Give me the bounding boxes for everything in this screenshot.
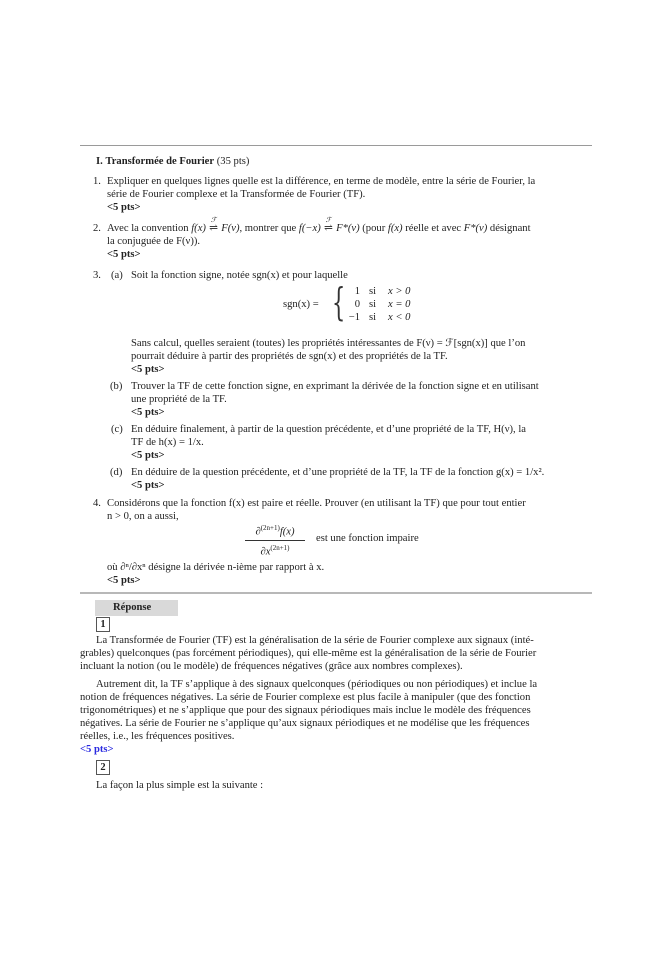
- points-label: <5 pts>: [107, 249, 141, 260]
- question-text: Soit la fonction signe, notée sgn(x) et pour laquelle: [131, 270, 348, 281]
- answer-text: réelles, i.e., les fréquences positives.: [80, 731, 235, 742]
- answer-text: négatives. La série de Fourier ne s’applique qu’aux signaux périodiques et ne modélise que les fréquences: [80, 718, 530, 729]
- document-page: I. Transformée de Fourier (35 pts) 1. Expliquer en quelques lignes quelle est la différence, en terme de modèle, entre la série de Fourier, la série de Fourier complexe et la Transformée de Fourier (TF). <5 pts> 2. Avec la convention f(x) ℱ ⇌ F(ν), montrer que f(−x) ℱ ⇌ F*(ν) (pour f(x) réelle et avec F*(ν) désignant la conjuguée de F(ν)). <5 pts> 3. (a) Soit la fonction signe, notée sgn(x) et pour laquelle sgn(x) = { 1 si x > 0 0 si x = 0 −1 si x < 0 Sans calcul, quelles seraient (toutes) les propriétés intéressantes de F(ν) = ℱ[sgn(x)] que l’on pourrait déduire à partir des propriétés de sgn(x) et des propriétés de la TF. <5 pts> (b) Trouver la TF de cette fonction signe, en exprimant la dérivée de la fonction signe et en utilisant une propriété de la TF. <5 pts> (c) En déduire finalement, à partir de la question précédente, et d’une propriété de la TF, H(ν), la TF de h(x) = 1/x. <5 pts> (d) En déduire de la question précédente, et d’une propriété de la TF, la TF de la fonction g(x) = 1/x². <5 pts> 4. Considérons que la fonction f(x) est paire et réelle. Prouver (en utilisant la TF) que pour tout entier n > 0, on a aussi, ∂$^{(2n+1)}$f(x) $\partial x^{(2n+1)}$ est une fonction impaire où ∂ⁿ/∂xⁿ désigne la dérivée n-ième par rapport à x. <5 pts> Réponse 1 La Transformée de Fourier (TF) est la généralisation de la série de Fourier complexe aux signaux (inté- grables) quelconques (pas forcément périodiques), qui elle-même est la généralisation de la série de Fourier incluant la notion (ou le modèle) de fréquences négatives (grâce aux nombres complexes). Autrement dit, la TF s’applique à des signaux quelconques (périodiques ou non périodiques) et inclue la notion de fréquences négatives. La série de Fourier complexe est plus facile à manipuler (que des fonction trigonométriques) et ne s’applique que pour des signaux périodiques mais inclue le modèle des fréquences négatives. La série de Fourier ne s’applique qu’aux signaux périodiques et ne modélise que les fréquences réelles, i.e., les fréquences positives. <5 pts> 2 La façon la plus simple est la suivante :: [0, 0, 660, 963]
- equation-text: est une fonction impaire: [316, 533, 419, 544]
- question-number: 2.: [93, 223, 101, 234]
- equation-lhs: sgn(x) =: [283, 299, 319, 310]
- section-number: I.: [96, 156, 103, 167]
- answer-header: Réponse: [113, 602, 152, 613]
- question-text: pourrait déduire à partir des propriétés de sgn(x) et des propriétés de la TF.: [131, 351, 448, 362]
- subquestion-label: (d): [110, 467, 123, 478]
- points-label: <5 pts>: [131, 480, 165, 491]
- section-heading: [96, 155, 249, 168]
- question-text: Sans calcul, quelles seraient (toutes) les propriétés intéressantes de F(ν) = ℱ[sgn(x)] que l’on: [131, 338, 526, 349]
- answer-text: trigonométriques) et ne s’applique que pour des signaux périodiques mais inclue le modèle des fréquences: [80, 705, 531, 716]
- derivative-fraction: ∂$^{(2n+1)}$f(x) $\partial x^{(2n+1)}$: [245, 522, 305, 558]
- subquestion-label: (a): [111, 270, 123, 281]
- points-label: <5 pts>: [131, 364, 165, 375]
- answer-points-label: <5 pts>: [80, 744, 114, 755]
- brace-symbol: {: [332, 280, 346, 324]
- question-text: Considérons que la fonction f(x) est paire et réelle. Prouver (en utilisant la TF) que pour tout entier: [107, 498, 526, 509]
- question-text: n > 0, on a aussi,: [107, 511, 179, 522]
- question-text: où ∂ⁿ/∂xⁿ désigne la dérivée n-ième par rapport à x.: [107, 562, 325, 573]
- question-text: une propriété de la TF.: [131, 394, 227, 405]
- question-text: Avec la convention f(x) ℱ ⇌ F(ν), montrer que f(−x) ℱ ⇌ F*(ν) (pour f(x) réelle et avec F*(ν) désignant: [107, 216, 531, 234]
- answer-text: grables) quelconques (pas forcément périodiques), qui elle-même est la généralisation de la série de Fourier: [80, 648, 537, 659]
- top-divider: [80, 145, 592, 146]
- question-number: 1.: [93, 176, 101, 187]
- answer-number-box: 2: [96, 760, 110, 775]
- answer-text: incluant la notion (ou le modèle) de fréquences négatives (grâce aux nombres complexes).: [80, 661, 463, 672]
- question-text: En déduire finalement, à partir de la question précédente, et d’une propriété de la TF, H(ν), la: [131, 424, 526, 435]
- subquestion-label: (b): [110, 381, 123, 392]
- question-text: Expliquer en quelques lignes quelle est la différence, en terme de modèle, entre la série de Fourier, la: [107, 176, 536, 187]
- section-title: Transformée de Fourier: [105, 156, 215, 167]
- section-points: (35 pts): [216, 156, 250, 167]
- answer-text: La façon la plus simple est la suivante :: [96, 780, 264, 791]
- answer-text: La Transformée de Fourier (TF) est la généralisation de la série de Fourier complexe aux signaux (inté-: [96, 635, 534, 646]
- answer-text: Autrement dit, la TF s’applique à des signaux quelconques (périodiques ou non périodiques) et inclue la: [96, 679, 538, 690]
- question-text: série de Fourier complexe et la Transformée de Fourier (TF).: [107, 189, 366, 200]
- question-text: En déduire de la question précédente, et d’une propriété de la TF, la TF de la fonction g(x) = 1/x².: [131, 467, 545, 478]
- points-label: <5 pts>: [107, 202, 141, 213]
- question-text: TF de h(x) = 1/x.: [131, 437, 204, 448]
- question-text: Trouver la TF de cette fonction signe, en exprimant la dérivée de la fonction signe et en utilisant: [131, 381, 539, 392]
- points-label: <5 pts>: [107, 575, 141, 586]
- subquestion-label: (c): [111, 424, 123, 435]
- points-label: <5 pts>: [131, 407, 165, 418]
- answer-divider: [80, 592, 592, 594]
- question-text: la conjuguée de F(ν)).: [107, 236, 201, 247]
- answer-text: notion de fréquences négatives. La série de Fourier complexe est plus facile à manipuler (que des fonction: [80, 692, 531, 703]
- points-label: <5 pts>: [131, 450, 165, 461]
- question-number: 3.: [93, 270, 101, 281]
- question-number: 4.: [93, 498, 101, 509]
- answer-number-box: 1: [96, 617, 110, 632]
